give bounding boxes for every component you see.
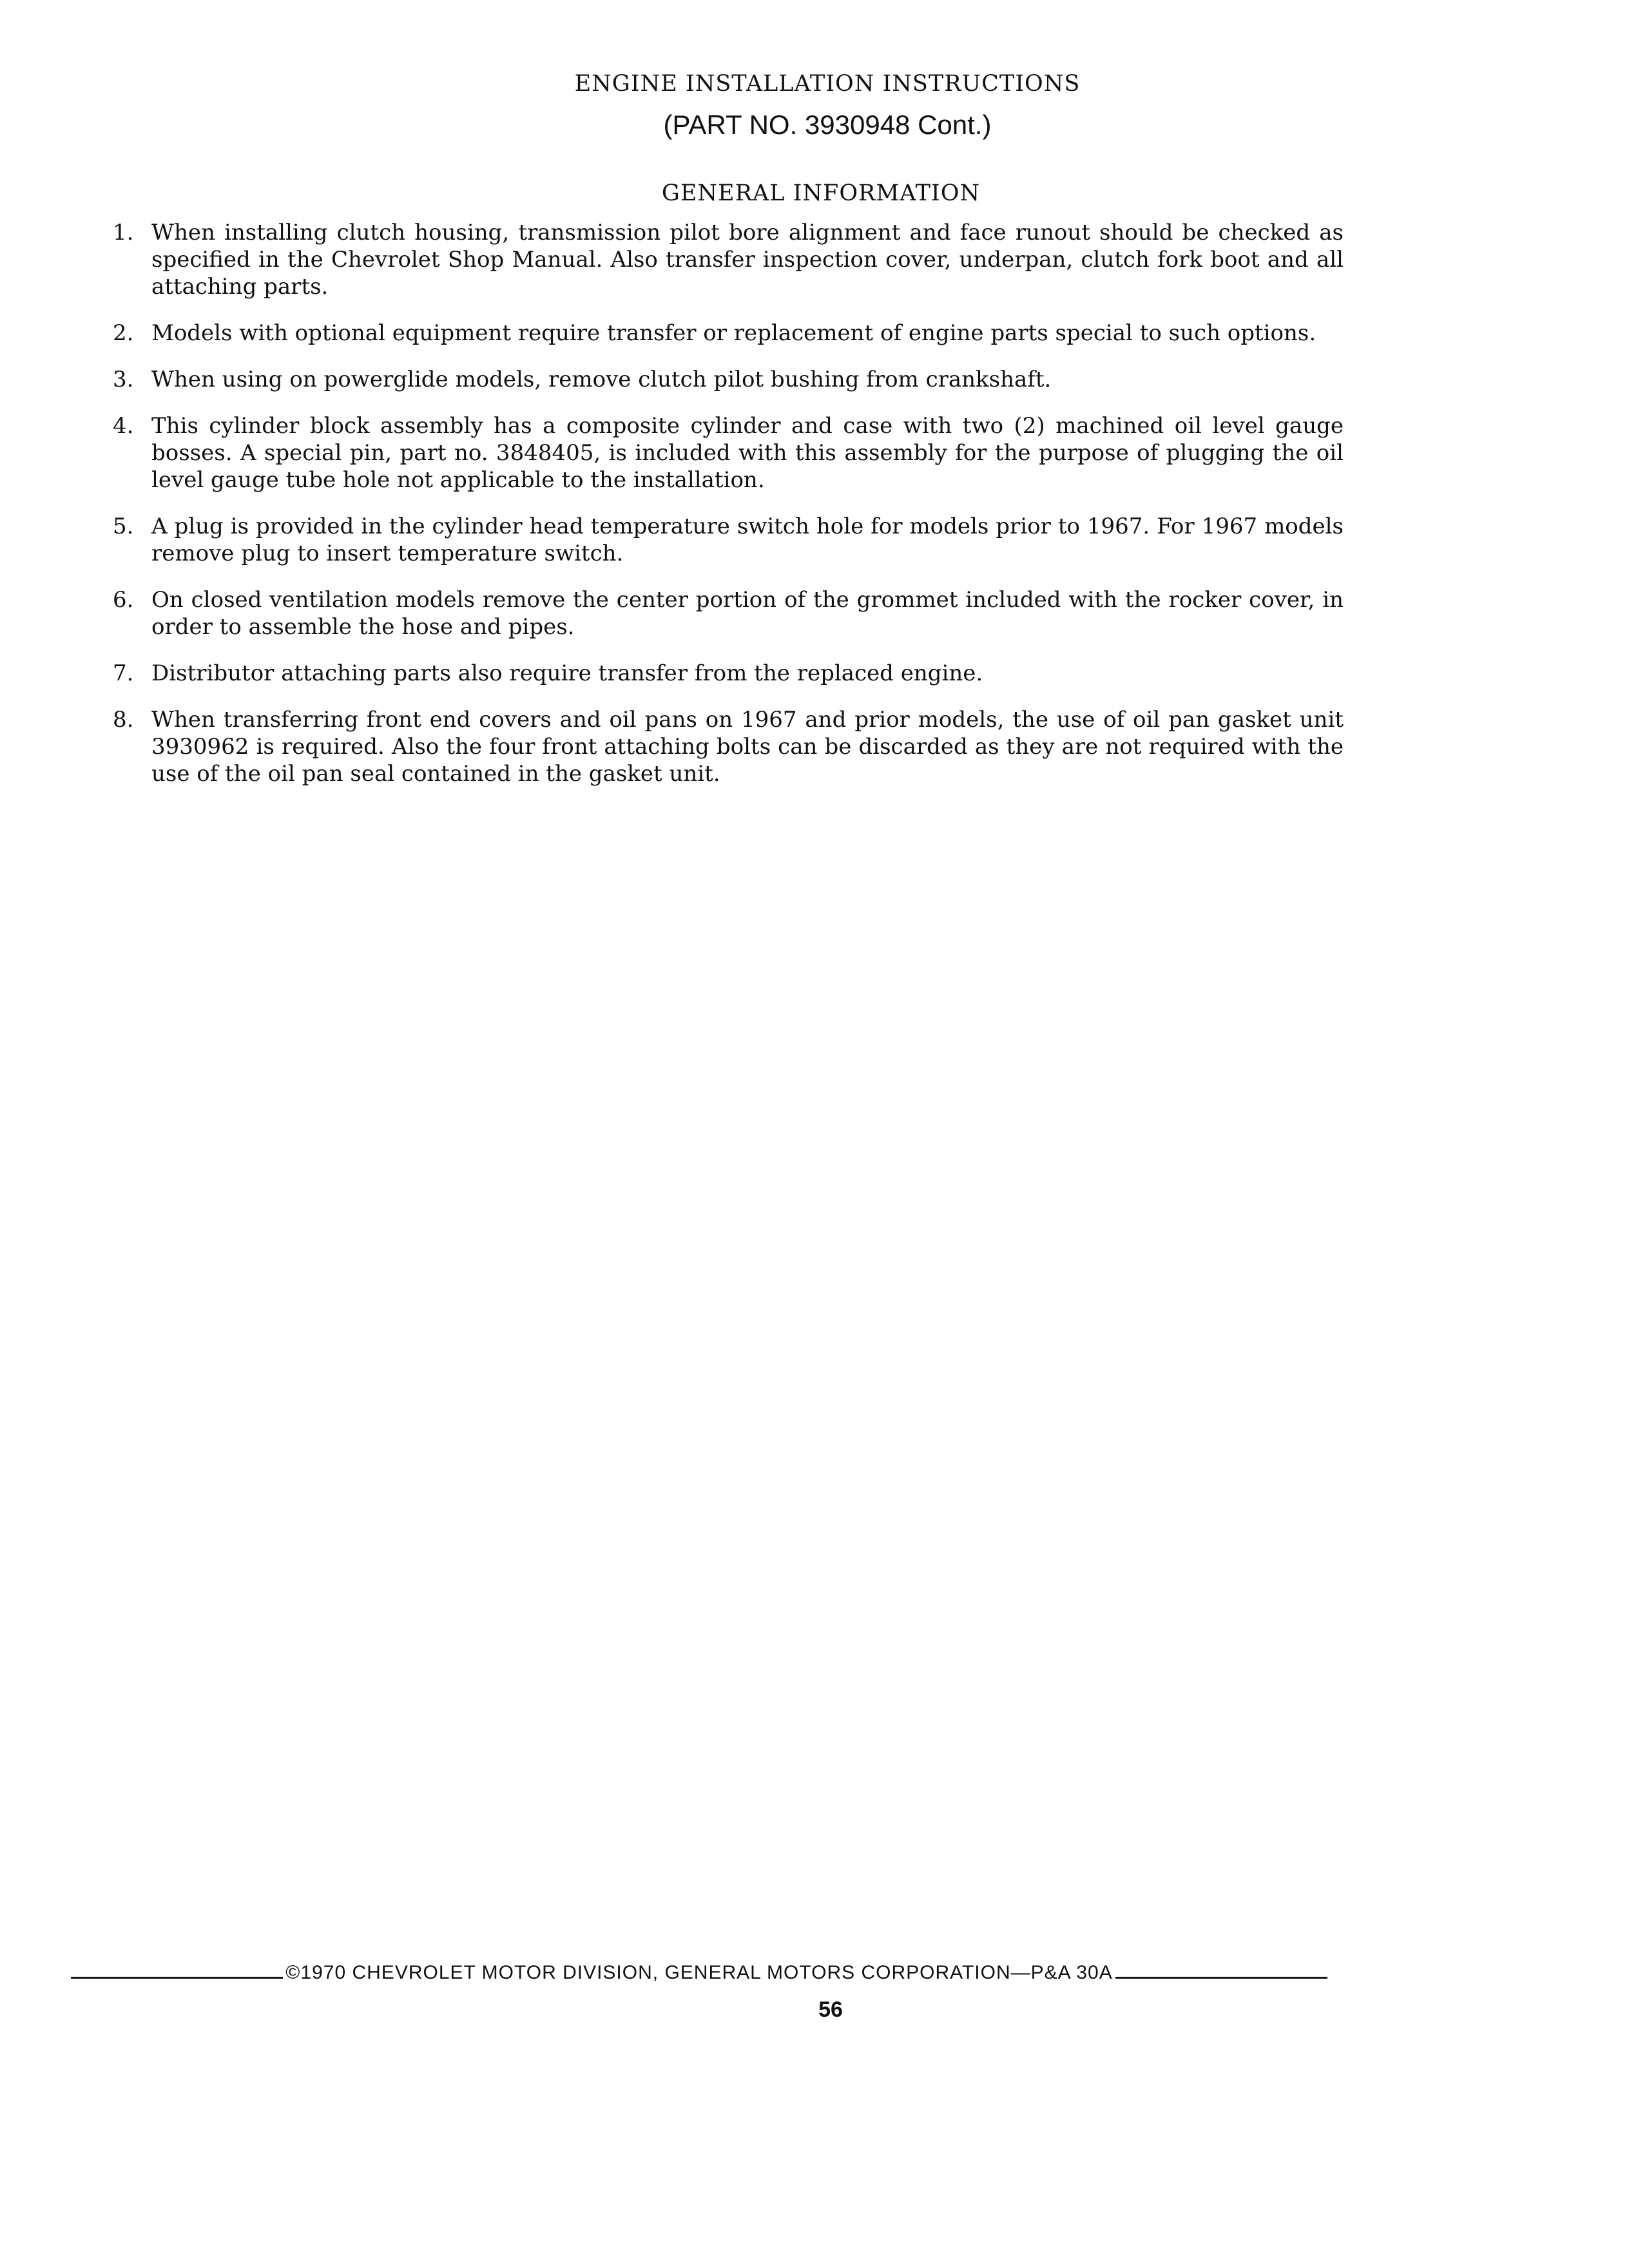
- item-number: 7.: [113, 660, 134, 686]
- list-item: [106, 366, 1344, 393]
- item-text: Models with optional equipment require transfer or replacement of engine parts special to such options.: [151, 320, 1316, 346]
- item-text: Distributor attaching parts also require transfer from the replaced engine.: [151, 660, 983, 686]
- list-item: [106, 513, 1344, 567]
- document-title: ENGINE INSTALLATION INSTRUCTIONS: [574, 71, 1081, 97]
- item-number: 8.: [113, 707, 134, 733]
- item-text: A plug is provided in the cylinder head temperature switch hole for models prior to 1967. For 1967 models remove plug to insert temperature switch.: [151, 514, 1344, 566]
- section-title: GENERAL INFORMATION: [661, 180, 981, 206]
- page-number: 56: [818, 1997, 843, 2022]
- footer-rule-left: [71, 1977, 283, 1979]
- item-number: 1.: [113, 220, 134, 245]
- footer-rule-right: [1115, 1977, 1327, 1979]
- item-number: 5.: [113, 514, 134, 539]
- list-item: [106, 219, 1344, 300]
- item-text: On closed ventilation models remove the center portion of the grommet included with the rocker cover, in order to assemble the hose and pipes.: [151, 587, 1344, 640]
- list-item: [106, 706, 1344, 787]
- item-text: When using on powerglide models, remove clutch pilot bushing from crankshaft.: [151, 367, 1052, 392]
- item-number: 4.: [113, 413, 134, 439]
- list-item: [106, 320, 1344, 347]
- part-number-heading: (PART NO. 3930948 Cont.): [663, 110, 992, 140]
- list-item: [106, 586, 1344, 640]
- list-item: [106, 412, 1344, 494]
- item-text: When installing clutch housing, transmission pilot bore alignment and face runout should be checked as specified in the Chevrolet Shop Manual. Also transfer inspection cover, underpan, clutch fork boot and all attaching parts.: [151, 220, 1344, 300]
- footer-copyright-line: [71, 1962, 1327, 1984]
- copyright-text: ©1970 CHEVROLET MOTOR DIVISION, GENERAL MOTORS CORPORATION—P&A 30A: [285, 1962, 1113, 1983]
- list-item: [106, 660, 1344, 687]
- instruction-list: [106, 219, 1344, 807]
- item-text: This cylinder block assembly has a composite cylinder and case with two (2) machined oil level gauge bosses. A special pin, part no. 3848405, is included with this assembly for the purpose of plugging the oil level gauge tube hole not applicable to the installation.: [151, 413, 1344, 493]
- item-number: 2.: [113, 320, 134, 346]
- item-text: When transferring front end covers and oil pans on 1967 and prior models, the use of oil pan gasket unit 3930962 is required. Also the four front attaching bolts can be discarded as they are not required with the use of the oil pan seal contained in the gasket unit.: [151, 707, 1344, 787]
- item-number: 3.: [113, 367, 134, 392]
- item-number: 6.: [113, 587, 134, 613]
